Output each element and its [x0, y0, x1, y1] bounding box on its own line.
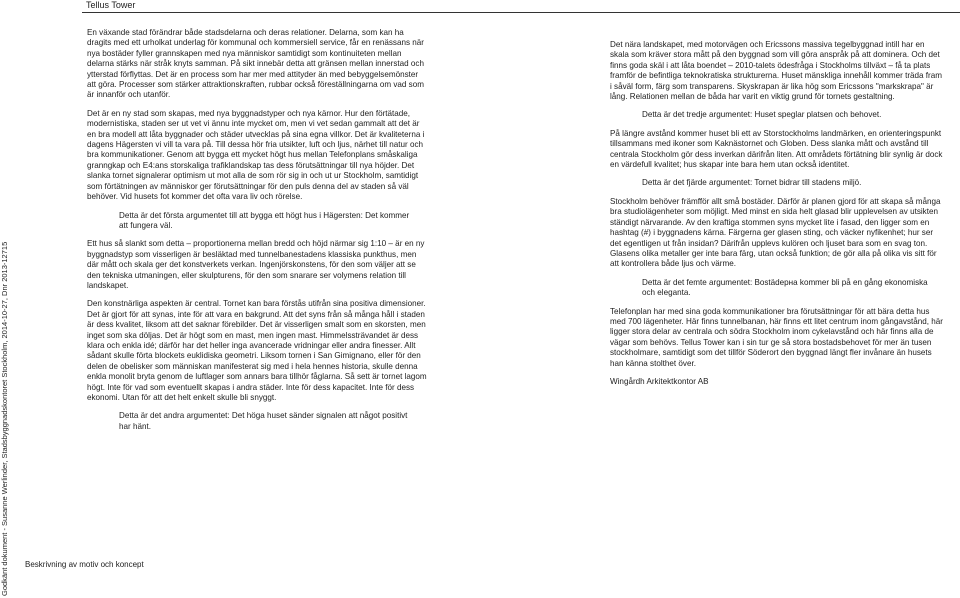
author-signature: Wingårdh Arkitektkontor AB: [610, 376, 709, 386]
paragraph: Den konstnärliga aspekten är central. Tornet kan bara förstås utifrån sina positiva dimensioner. Det är gjort för att synas, inte för att vara en bakgrund. Att det syns från så många håll i staden är dess kvalitet, liksom att det saknar förebilder. Det är visserligen smalt som en skorsten, men inget som ska döljas. Det är högt som en mast, men ingen mast. Himmelssträvandet är dess klara och enkla idé; därför har det heller inga avancerade vridningar eller andra finesser. Allt sådant skulle förta blockets euklidiska geometri. Liksom tornen i San Gimignano, eller för den delen de obelisker som människan manifesterat sig med i hela hennes historia, skulle denna enkla monolit bryta genom de luftlager som annars bara tillhör fåglarna. Så sett är tornet lagom högt. Inte för vad som eventuellt skapas i andra städer. Inte för dess kapacitet. Inte för dess ekonomi. Utan för att det helt enkelt skulle bli snyggt.: [87, 299, 427, 402]
argument-quote: Detta är det fjärde argumentet: Tornet bidrar till stadens miljö.: [642, 178, 862, 188]
footer-label: Beskrivning av motiv och koncept: [25, 560, 144, 569]
document-title: Tellus Tower: [86, 0, 136, 10]
argument-quote: Detta är det tredje argumentet: Huset speglar platsen och behovet.: [642, 110, 882, 120]
paragraph: På längre avstånd kommer huset bli ett av Storstockholms landmärken, en orienteringspunkt tillsammans med ikoner som Kaknästornet och Globen. Dess slanka mått och avstånd till centrala Stockholm gör dess inverkan därifrån liten. Att områdets förtätning blir synlig är dock en värdefull kvalitet; hus skapar inte bara hem utan också identitet.: [610, 128, 943, 170]
right-column: [610, 40, 944, 395]
paragraph: Det nära landskapet, med motorvägen och Ericssons massiva tegelbyggnad intill har en skala som kräver stora mått på den byggnad som vill göra anspråk på att dominera. Och det finns goda skäl i att låta boendet – 2010-talets ödesfråga i Stockholms tillväxt – få ta plats framför de befintliga teknokratiska strukturerna. Huset mänskliga innehåll kommer träda fram i såväl form, färg som transparens. Skyskrapan är lika hög som Ericssons "markskrapa" är lång. Relationen mellan de båda har varit en viktig grund för tornets gestaltning.: [610, 40, 942, 102]
paragraph: Ett hus så slankt som detta – proportionerna mellan bredd och höjd närmar sig 1:10 – är en ny byggnadstyp som visserligen är besläktad med tunnelbanestadens klassiska punkthus, men där mått och skala ger det konstverkets verkan. Ingenjörskonstens, för den som väljer att se den tekniska utmaningen, eller skulpturens, för den som snarare ser volymens relation till landskapet.: [87, 239, 425, 290]
approval-note: Godkänt dokument - Susanne Werlinder, Stadsbyggnadskontoret Stockholm, 2014-10-27, Dnr 2013-12715: [0, 241, 9, 596]
argument-quote: Detta är det första argumentet till att bygga ett högt hus i Hägersten: Det kommer att fungera väl.: [119, 210, 410, 230]
header-divider: [82, 12, 960, 13]
paragraph: Stockholm behöver främfför allt små bostäder. Därför är planen gjord för att skapa så många bra studiolägenheter som möjligt. Med minst en sida helt glasad blir upplevelsen av utsikten ständigt närvarande. Av den kraftiga stommen syns mycket lite i fasad, den ligger som en hashtag (#) i byggnadens kärna. Färgerna ger glasen sting, och väcker nyfikenhet; hur ser det egentligen ut från insidan? Därifrån upplevs kulören och ljuset bara som en svag ton. Glasens olika metaller ger inte bara färg, utan också funktion; de gör alla på olika vis sitt för att kontrollera både ljus och värme.: [610, 196, 941, 269]
argument-quote: Detta är det femte argumentet: Bostädерна kommer bli på en gång ekonomiska och eleganta.: [642, 277, 928, 298]
argument-quote: Detta är det andra argumentet: Det höga huset sänder signalen att något positivt har hänt.: [119, 411, 408, 431]
left-column: [87, 28, 428, 440]
paragraph: En växande stad förändrar både stadsdelarna och deras relationer. Delarna, som kan ha dragits med ett urholkat underlag för kommunal och kommersiell service, får en renässans när nya bostäder fyller grannskapen med nya människor samtidigt som kontinuiteten mellan delarna stärks när stråk knyts samman. På sikt innebär detta att gränsen mellan innerstad och ytterstad förflyttas. Det är en process som har mer med attityder än med bebyggelsemönster att göra. Processer som stärker attraktionskraften, rubbar också föreställningarna om vad som är innanför och utanför.: [87, 28, 424, 100]
side-margin: [0, 0, 10, 598]
paragraph: Det är en ny stad som skapas, med nya byggnadstyper och nya kärnor. Hur den förtätade, modernistiska, staden ser ut vet vi ännu inte mycket om, men vi vet sedan gammalt att det är en bra modell att låta byggnader och städer utvecklas på sina egna villkor. Det är kvaliteterna i dagens Hägersten vi vill ta vara på. Till dessa hör fria utsikter, luft och ljus, närhet till natur och bra kommunikationer. Genom att bygga ett mycket högt hus mellan Telefonplans småskaliga granngkap och E4:ans storskaliga trafiklandskap tas dess förutsättningar till nya höjder. Det slanka tornet signalerar optimism ut mot alla de som rör sig in och ut ur Stockholm, samtidigt som förtätningen av människor ger förutsättningar för den puls denna del av staden så väl behöver. Vid husets fot kommer det ofta vara liv och rörelse.: [87, 108, 425, 202]
paragraph: Telefonplan har med sina goda kommunikationer bra förutsättningar för att bära detta hus med 700 lägenheter. Här finns tunnelbanan, här finns ett litet centrum inom gångavstånd, här ligger stora delar av centrala och södra Stockholm inom cykelavstånd och här finns alla de vägar som behövs. Tellus Tower kan i sin tur ge så stora bostadsbehovet för mer än tusen stockholmare, samtidigt som det tillför Söderort den byggnad längt fler invånare än husets han känna stolthet över.: [610, 306, 943, 368]
